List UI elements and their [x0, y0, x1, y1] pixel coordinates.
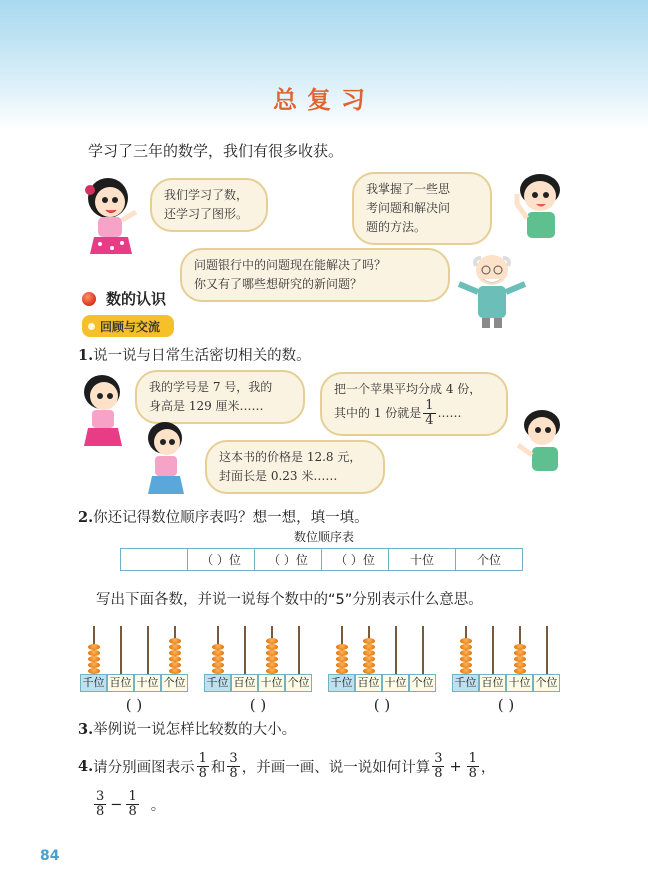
denominator: 8: [96, 804, 105, 819]
abacus-bead: [88, 656, 100, 662]
abacus-bead: [212, 644, 224, 650]
badge-dot-icon: [88, 323, 95, 330]
answer-blank[interactable]: ( ): [249, 696, 267, 714]
question-text: 说一说与日常生活密切相关的数。: [93, 348, 311, 364]
page-title: 总复习: [273, 86, 375, 114]
abacus-bead: [514, 650, 526, 656]
bubble-line: 题的方法。: [366, 220, 427, 234]
place-labels: [80, 674, 188, 692]
question-4: [78, 752, 495, 781]
numerator: 3: [229, 751, 238, 766]
abacus-rod: [120, 626, 122, 674]
place-label: 个位: [285, 674, 312, 692]
question-text: ，并画一画、说一说如何计算: [241, 760, 431, 776]
table-cell: [121, 549, 188, 571]
place-label: 百位: [355, 674, 382, 692]
abacus-bead: [363, 650, 375, 656]
question-number: 2.: [78, 509, 94, 526]
bubble-line: 封面长是 0.23 米……: [219, 469, 338, 483]
abacus-rod: [298, 626, 300, 674]
table-caption: 数位顺序表: [293, 530, 354, 544]
bubble-line: 这本书的价格是 12.8 元，: [219, 450, 362, 464]
abacus-bead: [336, 656, 348, 662]
abacus-bead: [460, 644, 472, 650]
abacus-bead: [336, 644, 348, 650]
abacus-bead: [212, 656, 224, 662]
abacus: [204, 606, 312, 714]
speech-bubble-girl-top: [150, 178, 268, 232]
place-label: 千位: [452, 674, 479, 692]
abacus-bead: [460, 650, 472, 656]
denominator: 8: [434, 766, 443, 781]
abacus-bead: [266, 644, 278, 650]
place-label: 十位: [382, 674, 409, 692]
fraction: [423, 399, 435, 428]
abacus-bead: [514, 656, 526, 662]
bubble-line: 身高是 129 厘米……: [149, 399, 264, 413]
abacus: [452, 606, 560, 714]
abacus-bead: [460, 638, 472, 644]
place-labels: [328, 674, 436, 692]
bubble-line: 我的学号是 7 号，我的: [149, 380, 273, 394]
fraction: [227, 752, 239, 781]
elder-illustration: [455, 252, 530, 332]
question-number: 1.: [78, 347, 94, 364]
bubble-line: [334, 399, 494, 428]
numerator: 1: [198, 751, 207, 766]
abacus-bead: [363, 662, 375, 668]
abacus: [80, 606, 188, 714]
answer-blank[interactable]: ( ): [497, 696, 515, 714]
place-label: 千位: [204, 674, 231, 692]
question-number: 4.: [78, 758, 94, 775]
abacus-bead: [514, 644, 526, 650]
question-text: 请分别画图表示: [93, 760, 195, 776]
abacus-bead: [363, 638, 375, 644]
denominator: 8: [198, 766, 207, 781]
question-2: [78, 506, 369, 527]
abacus-bead: [336, 662, 348, 668]
abacus-bead: [88, 662, 100, 668]
denominator: 4: [425, 413, 434, 428]
abacus-rod: [395, 626, 397, 674]
abacus-bead: [336, 650, 348, 656]
review-badge: [82, 315, 174, 337]
fraction: [432, 752, 444, 781]
place-label: 个位: [533, 674, 560, 692]
abacus-rod: [546, 626, 548, 674]
fraction: [126, 790, 138, 819]
girl-illustration-3: [135, 418, 195, 503]
abacus-bead: [460, 662, 472, 668]
intro-text: 学习了三年的数学，我们有很多收获。: [88, 142, 344, 160]
numerator: 1: [468, 751, 477, 766]
place-label: 百位: [479, 674, 506, 692]
numerator: 3: [96, 789, 105, 804]
abacus-rod: [244, 626, 246, 674]
fraction: [94, 790, 106, 819]
abacus-bead: [169, 644, 181, 650]
bubble-line: 问题银行中的问题现在能解决了吗？: [194, 258, 387, 272]
girl-illustration: [78, 170, 148, 260]
abacus-bead: [88, 644, 100, 650]
speech-bubble-q1-c: [205, 440, 385, 494]
abacus-bead: [212, 650, 224, 656]
question-text: 你还记得数位顺序表吗？想一想，填一填。: [93, 510, 369, 526]
place-labels: [452, 674, 560, 692]
question-4-line2: [92, 790, 165, 819]
abacus-bead: [266, 662, 278, 668]
bubble-text: 其中的 1 份就是: [334, 406, 422, 420]
q2-instruction: 写出下面各数，并说一说每个数中的“5”分别表示什么意思。: [96, 592, 483, 608]
abacus-bead: [266, 656, 278, 662]
abacus-bead: [363, 644, 375, 650]
abacus-bead: [266, 638, 278, 644]
bubble-line: 还学习了图形。: [164, 207, 249, 221]
fraction: [467, 752, 479, 781]
abacus-rod: [422, 626, 424, 674]
numerator: 1: [425, 398, 434, 413]
abacus-bead: [88, 650, 100, 656]
bubble-line: 我掌握了一些思: [366, 182, 451, 196]
section-title: 数的认识: [106, 290, 167, 308]
place-label: 十位: [258, 674, 285, 692]
minus-operator: −: [110, 796, 123, 813]
abacus-bead: [514, 662, 526, 668]
place-label: 个位: [409, 674, 436, 692]
question-1: [78, 344, 311, 365]
abacus-bead: [169, 638, 181, 644]
section-header: [82, 288, 166, 309]
speech-bubble-q1-a: [135, 370, 305, 424]
place-label: 千位: [328, 674, 355, 692]
bubble-text: ……: [437, 406, 462, 420]
denominator: 8: [468, 766, 477, 781]
place-label: 十位: [506, 674, 533, 692]
boy-illustration: [505, 168, 575, 253]
place-label: 百位: [107, 674, 134, 692]
speech-bubble-elder: [180, 248, 450, 302]
bubble-line: 把一个苹果平均分成 4 份，: [334, 382, 482, 396]
abacus-rod: [147, 626, 149, 674]
table-cell: 十位: [389, 549, 456, 571]
abacus-bead: [212, 662, 224, 668]
fraction: [197, 752, 209, 781]
place-value-table: [120, 548, 523, 571]
plus-operator: +: [449, 758, 462, 775]
answer-blank[interactable]: ( ): [125, 696, 143, 714]
question-3: [78, 718, 296, 739]
table-cell[interactable]: （ ）位: [255, 549, 322, 571]
table-cell[interactable]: （ ）位: [188, 549, 255, 571]
place-labels: [204, 674, 312, 692]
bubble-line: 你又有了哪些想研究的新问题？: [194, 277, 363, 291]
abacus-bead: [363, 656, 375, 662]
abacus-bead: [169, 650, 181, 656]
place-label: 个位: [161, 674, 188, 692]
numerator: 1: [128, 789, 137, 804]
question-text: 和: [210, 760, 226, 776]
abacus-bead: [266, 650, 278, 656]
speech-bubble-boy-top: [352, 172, 492, 245]
abacus-rod: [492, 626, 494, 674]
denominator: 8: [229, 766, 238, 781]
badge-label: 回顾与交流: [100, 319, 161, 334]
speech-bubble-q1-b: [320, 372, 508, 436]
abacus-bead: [460, 656, 472, 662]
punctuation: ，: [480, 760, 496, 776]
abacus-bead: [169, 656, 181, 662]
bubble-line: 考问题和解决问: [366, 201, 451, 215]
question-text: 举例说一说怎样比较数的大小。: [93, 722, 297, 738]
bubble-line: 我们学习了数，: [164, 188, 249, 202]
girl-illustration-2: [72, 372, 132, 452]
abacus: [328, 606, 436, 714]
place-label: 千位: [80, 674, 107, 692]
denominator: 8: [128, 804, 137, 819]
place-label: 百位: [231, 674, 258, 692]
question-number: 3.: [78, 721, 94, 738]
page-number: 84: [40, 848, 60, 864]
numerator: 3: [434, 751, 443, 766]
table-cell: 个位: [456, 549, 523, 571]
table-cell[interactable]: （ ）位: [322, 549, 389, 571]
section-dot-icon: [82, 292, 96, 306]
boy-illustration-2: [510, 405, 575, 485]
answer-blank[interactable]: ( ): [373, 696, 391, 714]
abacus-bead: [169, 662, 181, 668]
punctuation: 。: [150, 798, 166, 814]
place-label: 十位: [134, 674, 161, 692]
